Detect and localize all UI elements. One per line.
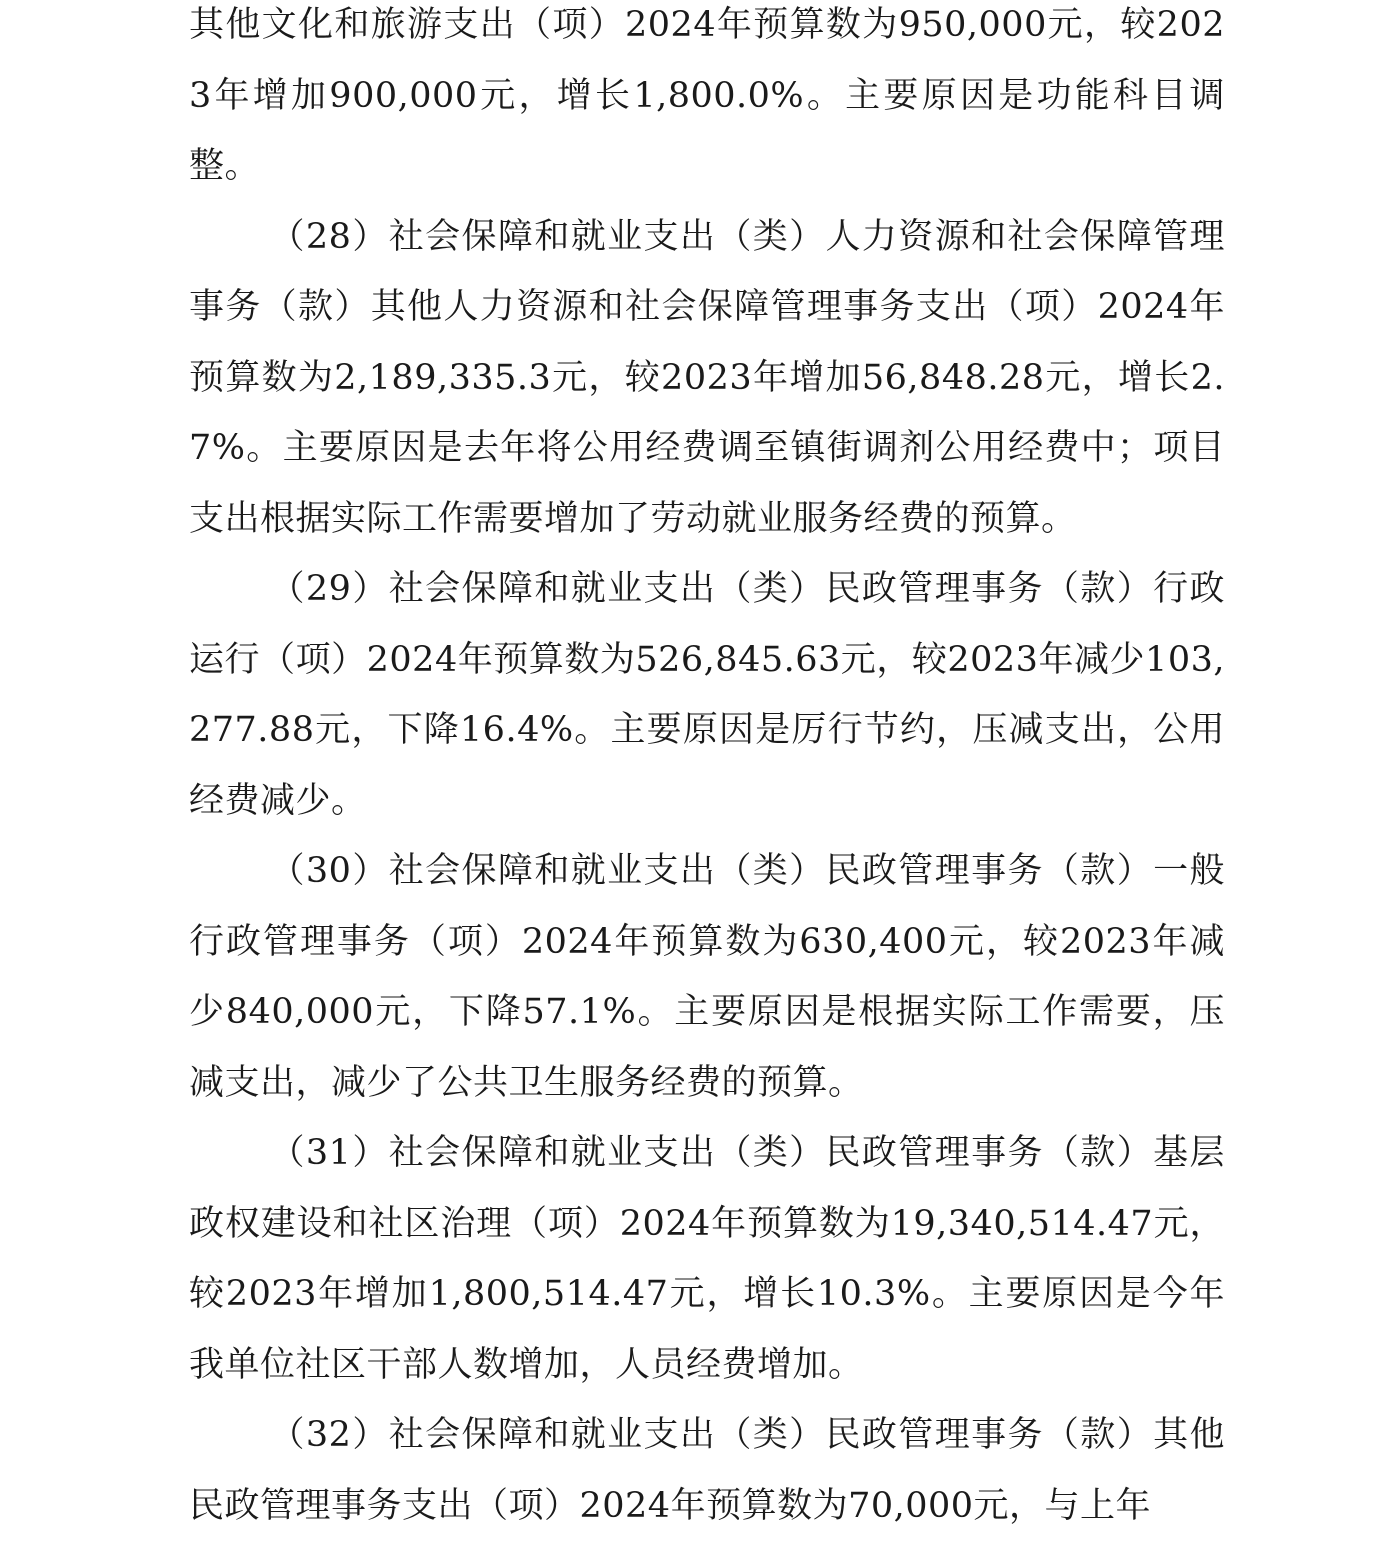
paragraph-item-28: （28）社会保障和就业支出（类）人力资源和社会保障管理事务（款）其他人力资源和社会保障管理事务支出（项）2024年预算数为2,189,335.3元，较2023年增加56,848.28元，增长2.7%。主要原因是去年将公用经费调至镇街调剂公用经费中；项目支出根据实际工作需要增加了劳动就业服务经费的预算。	[189, 216, 1225, 539]
paragraph-continuation: 其他文化和旅游支出（项）2024年预算数为950,000元，较2023年增加900,000元，增长1,800.0%。主要原因是功能科目调整。	[189, 5, 1225, 186]
paragraph-item-30: （30）社会保障和就业支出（类）民政管理事务（款）一般行政管理事务（项）2024年预算数为630,400元，较2023年减少840,000元，下降57.1%。主要原因是根据实际工作需要，压减支出，减少了公共卫生服务经费的预算。	[189, 851, 1225, 1103]
paragraph-item-32: （32）社会保障和就业支出（类）民政管理事务（款）其他民政管理事务支出（项）2024年预算数为70,000元，与上年	[189, 1415, 1225, 1526]
paragraph-item-29: （29）社会保障和就业支出（类）民政管理事务（款）行政运行（项）2024年预算数为526,845.63元，较2023年减少103,277.88元，下降16.4%。主要原因是厉行节约，压减支出，公用经费减少。	[189, 569, 1225, 821]
paragraph-item-31: （31）社会保障和就业支出（类）民政管理事务（款）基层政权建设和社区治理（项）2024年预算数为19,340,514.47元，较2023年增加1,800,514.47元，增长10.3%。主要原因是今年我单位社区干部人数增加，人员经费增加。	[189, 1133, 1225, 1385]
document-page	[189, 0, 1225, 1541]
